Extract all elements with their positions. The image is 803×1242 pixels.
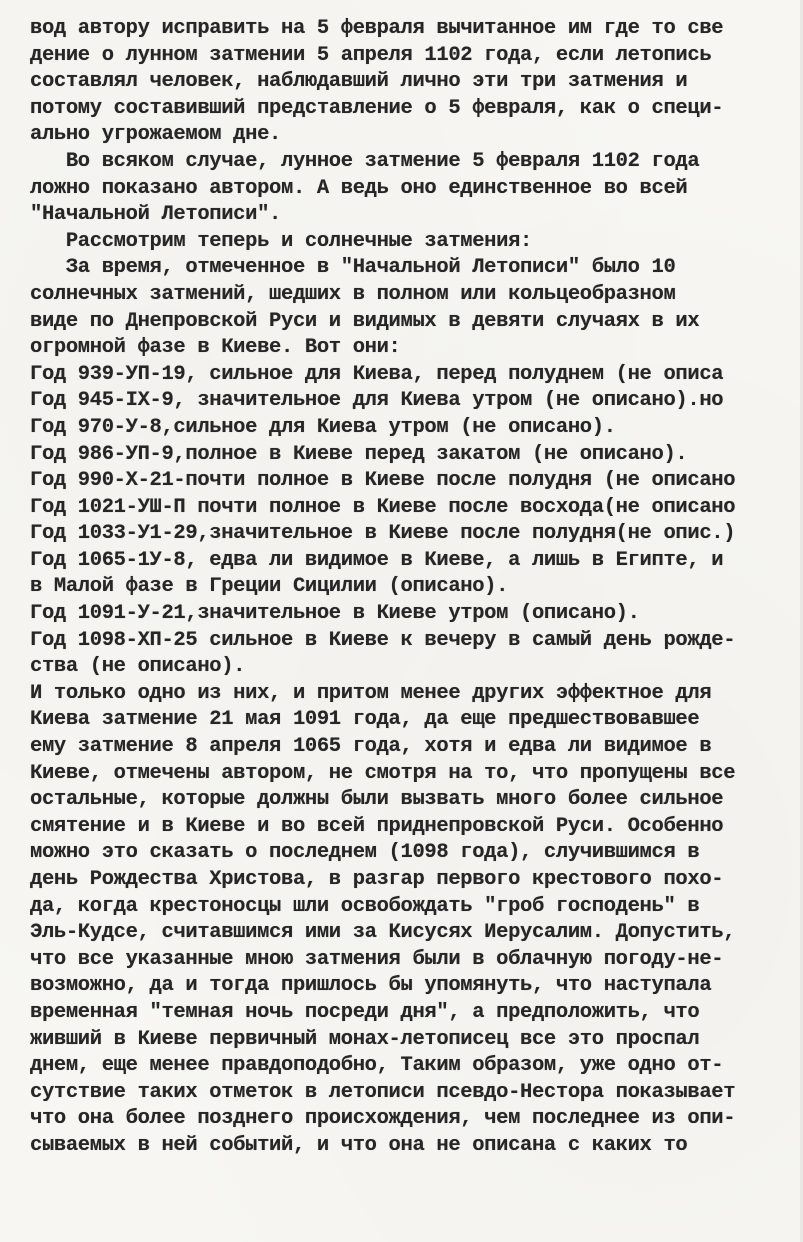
text-line: дение о лунном затмении 5 апреля 1102 года, если летопись [30, 43, 712, 67]
text-line: ально угрожаемом дне. [30, 123, 281, 147]
text-line: Во всяком случае, лунное затмение 5 февраля 1102 года [30, 149, 700, 173]
text-line: живший в Киеве первичный монах-летописец все это проспал [30, 1027, 700, 1051]
text-line: Эль-Кудсе, считавшимся ими за Кисусях Иерусалим. Допустить, [30, 921, 736, 945]
text-line: сываемых в ней событий, и что она не описана с каких то [30, 1133, 688, 1157]
text-line: что она более позднего происхождения, чем последнее из опи- [30, 1107, 736, 1131]
text-line: вод автору исправить на 5 февраля вычитанное им где то све [30, 17, 724, 40]
text-line: Киеве, отмечены автором, не смотря на то, что пропущены все [30, 761, 736, 785]
text-line: сутствие таких отметок в летописи псевдо-Нестора показывает [30, 1080, 736, 1104]
text-line: составлял человек, наблюдавший лично эти три затмения и [30, 70, 688, 94]
text-line: Год 1098-ХП-25 сильное в Киеве к вечеру в самый день рожде- [30, 628, 736, 652]
text-line: смятение и в Киеве и во всей приднепровской Руси. Особенно [30, 814, 724, 838]
text-line: И только одно из них, и притом менее других эффектное для [30, 681, 712, 705]
text-line: Год 945-IX-9, значительное для Киева утром (не описано).но [30, 389, 724, 413]
text-line: Год 1021-УШ-П почти полное в Киеве после восхода(не описано [30, 495, 736, 519]
text-line: "Начальной Летописи". [30, 203, 281, 227]
text-line: потому составивший представление о 5 февраля, как о специ- [30, 96, 724, 120]
text-line: что все указанные мною затмения были в облачную погоду-не- [30, 947, 724, 971]
text-line: Год 1091-У-21,значительное в Киеве утром (описано). [30, 602, 640, 626]
text-line: ства (не описано). [30, 655, 246, 679]
text-line: временная "темная ночь посреди дня", а предположить, что [30, 1000, 700, 1024]
text-line: огромной фазе в Киеве. Вот они: [30, 336, 401, 360]
text-line: ложно показано автором. А ведь оно единственное во всей [30, 176, 688, 200]
text-line: в Малой фазе в Греции Сицилии (описано). [30, 575, 509, 599]
text-line: Год 990-Х-21-почти полное в Киеве после полудня (не описано [30, 469, 736, 493]
text-line: остальные, которые должны были вызвать много более сильное [30, 788, 724, 812]
typewritten-text [30, 16, 803, 1160]
text-line: виде по Днепровской Руси и видимых в девяти случаях в их [30, 309, 700, 333]
text-line: можно это сказать о последнем (1098 года), случившимся в [30, 841, 700, 865]
text-line: возможно, да и тогда пришлось бы упомянуть, что наступала [30, 974, 712, 998]
text-line: Год 1033-У1-29,значительное в Киеве после полудня(не опис.) [30, 522, 736, 546]
text-line: Год 986-УП-9,полное в Киеве перед закатом (не описано). [30, 442, 688, 466]
text-line: Киева затмение 21 мая 1091 года, да еще предшествовавшее [30, 708, 700, 732]
text-line: Год 939-УП-19, сильное для Киева, перед полуднем (не описа [30, 362, 724, 386]
text-line: Год 1065-1У-8, едва ли видимое в Киеве, а лишь в Египте, и [30, 548, 724, 572]
text-line: ему затмение 8 апреля 1065 года, хотя и едва ли видимое в [30, 735, 712, 759]
text-line: Рассмотрим теперь и солнечные затмения: [30, 229, 532, 253]
text-line: Год 970-У-8,сильное для Киева утром (не описано). [30, 415, 616, 439]
text-line: За время, отмеченное в "Начальной Летописи" было 10 [30, 256, 676, 280]
text-line: день Рождества Христова, в разгар первого крестового похо- [30, 868, 724, 891]
text-line: да, когда крестоносцы шли освобождать "гроб господень" в [30, 894, 700, 918]
text-line: солнечных затмений, шедших в полном или кольцеобразном [30, 282, 676, 306]
text-line: днем, еще менее правдоподобно, Таким образом, уже одно от- [30, 1054, 724, 1078]
